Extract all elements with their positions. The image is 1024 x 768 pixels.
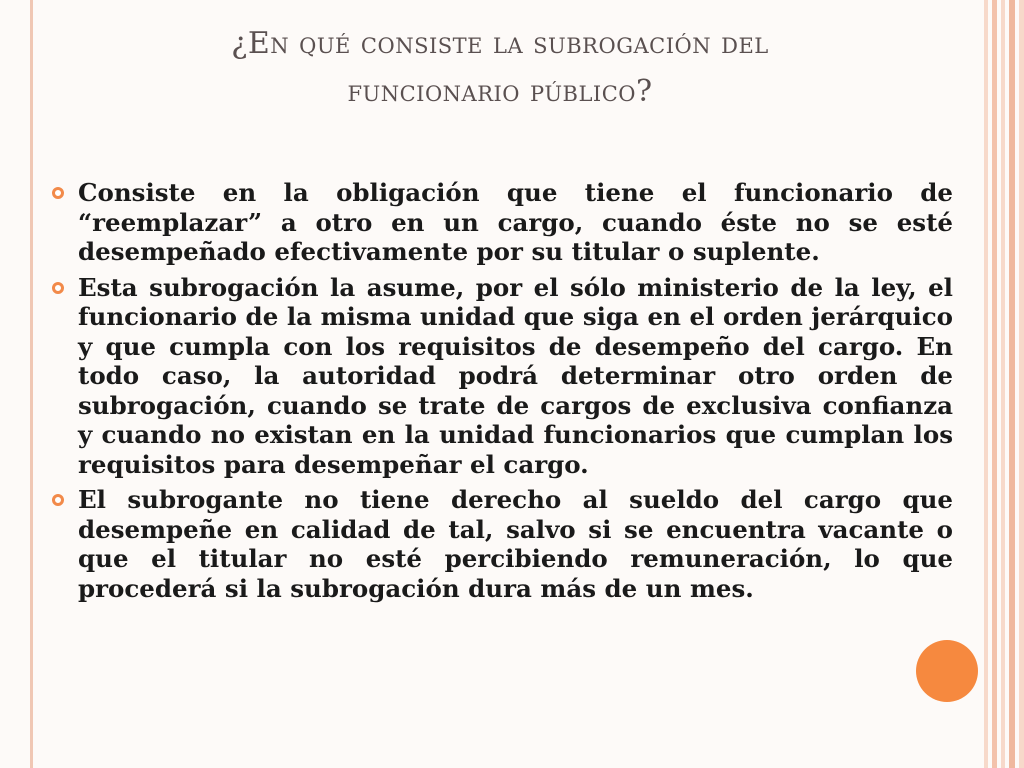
bullet-item: [48, 485, 953, 603]
bullet-list: [48, 178, 953, 603]
slide-content: [48, 178, 953, 609]
right-decorative-border: [984, 0, 1024, 768]
bullet-item: [48, 178, 953, 267]
slide-title-line-2: funcionario público?: [347, 74, 653, 109]
bullet-text: Esta subrogación la asume, por el sólo ministerio de la ley, el funcionario de la misma unidad que siga en el orden jerárquico y que cumpla con los requisitos de desempeño del cargo. En todo caso, la autoridad podrá determinar otro orden de subrogación, cuando se trate de cargos de exclusiva confianza y cuando no existan en la unidad funcionarios que cumplan los requisitos para desempeñar el cargo.: [78, 272, 953, 479]
decorative-orange-circle: [916, 640, 978, 702]
bullet-text: El subrogante no tiene derecho al sueldo del cargo que desempeñe en calidad de tal, salvo si se encuentra vacante o que el titular no esté percibiendo remuneración, lo que procederá si la subrogación dura más de un mes.: [78, 485, 953, 603]
slide-title-line-1: ¿En qué consiste la subrogación del: [231, 26, 769, 61]
bullet-ring-icon: [52, 494, 64, 506]
left-border-rule: [30, 0, 33, 768]
bullet-ring-icon: [52, 187, 64, 199]
bullet-ring-icon: [52, 282, 64, 294]
bullet-item: [48, 273, 953, 480]
slide-title: [60, 20, 940, 116]
bullet-text: Consiste en la obligación que tiene el funcionario de “reemplazar” a otro en un cargo, cuando éste no se esté desempeñado efectivamente por su titular o suplente.: [78, 178, 953, 266]
